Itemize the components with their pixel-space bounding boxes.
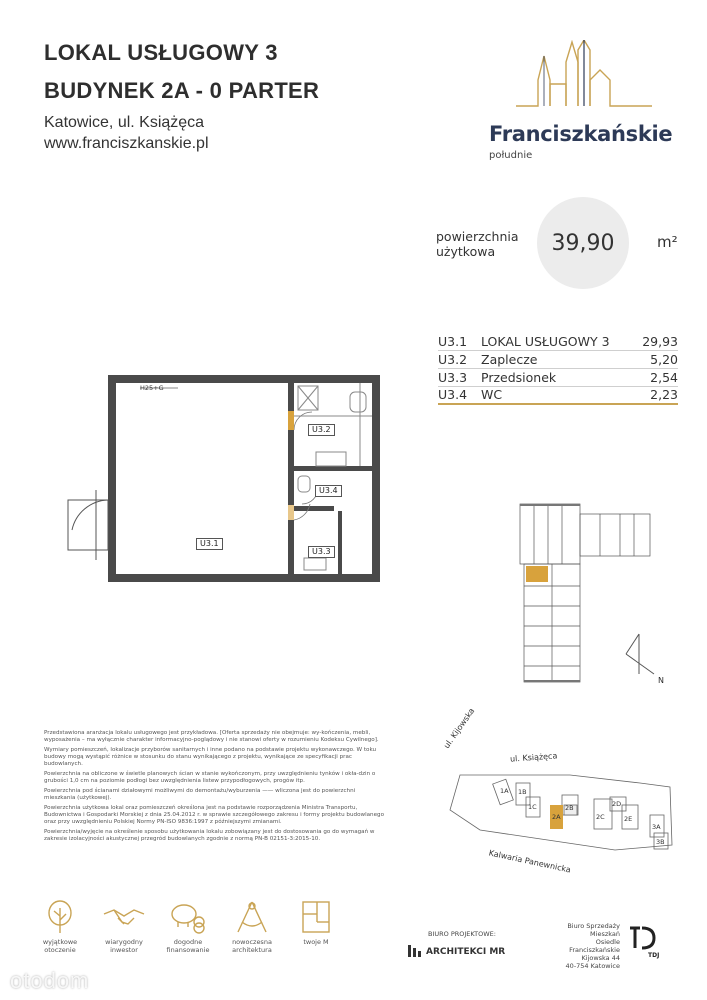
feature-label: wyjątkowe otoczenie <box>42 938 78 954</box>
designer-name: ARCHITEKCI MR <box>426 946 506 957</box>
building-label: 2B <box>565 804 574 812</box>
building-label: 1B <box>518 788 527 796</box>
room-tag-u34: U3.4 <box>315 485 342 497</box>
street-label: Kalwaria Panewnicka <box>487 848 572 875</box>
building-label: 2C <box>596 813 605 821</box>
disclaimer-notes <box>44 730 384 843</box>
compass-north-label: N <box>658 676 664 685</box>
room-name: LOKAL USŁUGOWY 3 <box>481 334 610 349</box>
room-tag-u33: U3.3 <box>308 546 335 558</box>
note-paragraph: Powierzchnia użytkowa lokal oraz pomieszczeń określona jest na podstawie rozporządzenia Ministra Transportu, Budownictwa i Gospodarki Morskiej z dnia 25.04.2012 r. w sprawie szczegółowego zakresu i formy projektu budowlanego oraz przy uwzględnieniu Polskiej Normy PN-ISO 9836:1997 z późniejszymi zmianami. <box>44 805 385 825</box>
building-label: 3A <box>652 823 661 831</box>
row-divider <box>438 350 678 351</box>
area-label-line2: użytkowa <box>436 244 496 259</box>
handshake-icon <box>94 900 154 938</box>
feature-item <box>286 900 346 946</box>
street-label: ul. Książęca <box>509 751 558 764</box>
area-label-line1: powierzchnia <box>436 229 519 244</box>
feature-item <box>158 900 218 954</box>
tdj-logo-icon <box>626 924 666 958</box>
room-area: 2,54 <box>650 370 678 385</box>
sales-line: Biuro Sprzedaży Mieszkań <box>567 922 620 938</box>
room-row <box>438 334 678 351</box>
piggy-bank-icon <box>158 900 218 938</box>
sales-line: Osiedle Franciszkańskie <box>569 938 620 954</box>
feature-item <box>30 900 90 954</box>
room-name: Przedsionek <box>481 370 557 385</box>
room-id: U3.4 <box>438 387 468 402</box>
building-key-plan <box>514 496 664 688</box>
features-row <box>30 900 350 960</box>
designer-logo <box>408 942 505 961</box>
brand-subtitle: południe <box>489 150 533 161</box>
watermark: otodom <box>10 968 90 993</box>
feature-label: nowoczesna architektura <box>232 938 272 954</box>
room-tag-u32: U3.2 <box>308 424 335 436</box>
sales-line: Kijowska 44 <box>581 954 620 962</box>
tree-icon <box>30 900 90 938</box>
note-paragraph: Przedstawiona aranżacja lokalu usługowego jest przykładowa. [Oferta sprzedaży nie obejmuje: wy-kończenia, mebli, wyposażenia – ma wyłącznie charakter informacyjno-poglądowy i nie stanowi oferty w rozumieniu Kodeksu Cywilnego]. <box>44 730 379 743</box>
room-name: Zaplecze <box>481 352 538 367</box>
building-label: 1A <box>500 787 509 795</box>
room-name: WC <box>481 387 503 402</box>
building-label: 2A <box>552 813 561 821</box>
note-paragraph: Powierzchnia/wyjęcie na określenie sposobu użytkowania lokalu zobowiązany jest do dostosowania go do wymagań w zakresie izolacyjności akustycznej przegród budowlanych zgodnie z normą PN-B 02151-3:2015-10. <box>44 829 375 842</box>
room-row <box>438 387 678 404</box>
note-paragraph: Wymiary pomieszczeń, lokalizacje przyborów sanitarnych i inne podano na podstawie projektu wykonawczego. W toku budowy mogą wystąpić różnice w stosunku do stanu wynikającego z projektu, wynikające ze specyfikacji prac budowlanych. <box>44 747 377 767</box>
feature-item <box>94 900 154 954</box>
designer-label: BIURO PROJEKTOWE: <box>428 930 496 938</box>
rooms-table <box>438 334 678 404</box>
note-paragraph: Powierzchnia pod ścianami działowymi możliwymi do demontażu/wyburzenia —— wliczona jest do powierzchni mieszkania (użytkowej). <box>44 788 356 801</box>
floorplan-icon <box>286 900 346 938</box>
building-label: 3B <box>656 838 665 846</box>
feature-label: twoje M <box>303 938 329 946</box>
compass-tool-icon <box>222 900 282 938</box>
building-label: 2E <box>624 815 633 823</box>
room-id: U3.1 <box>438 334 468 349</box>
room-id: U3.2 <box>438 352 468 367</box>
area-value: 39,90 <box>551 230 615 256</box>
tdj-logo-text: TDJ <box>648 952 660 959</box>
feature-label: dogodne finansowanie <box>166 938 210 954</box>
brand-logo-icon <box>514 40 654 120</box>
feature-label: wiarygodny inwestor <box>105 938 143 954</box>
area-unit: m² <box>657 233 678 251</box>
note-paragraph: Powierzchnia na obliczone w świetle planowych ścian w stanie wykończonym, przy uwzględnieniu tynków i okła-dzin o grubości 1,0 cm na poziomie podłogi bez uwzględnienia listew przypodłogowych, progów itp. <box>44 771 376 784</box>
height-label: H25+G <box>140 384 164 392</box>
row-divider <box>438 368 678 369</box>
room-area: 2,23 <box>650 387 678 402</box>
floor-plan <box>60 370 385 590</box>
room-id: U3.3 <box>438 370 468 385</box>
table-bottom-rule <box>438 403 678 405</box>
site-map <box>420 706 685 895</box>
title-line1: LOKAL USŁUGOWY 3 <box>44 40 278 65</box>
feature-item <box>222 900 282 954</box>
architect-mark-icon <box>408 942 422 961</box>
sales-office <box>560 922 620 970</box>
room-area: 5,20 <box>650 352 678 367</box>
room-area: 29,93 <box>642 334 678 349</box>
building-label: 1C <box>528 803 537 811</box>
sales-line: 40-754 Katowice <box>565 962 620 970</box>
room-tag-u31: U3.1 <box>196 538 223 550</box>
room-row <box>438 352 678 369</box>
area-label <box>436 229 519 259</box>
brand-name: Franciszkańskie <box>489 122 673 146</box>
website-link[interactable]: www.franciszkanskie.pl <box>44 135 209 152</box>
area-value-circle <box>537 197 629 289</box>
address: Katowice, ul. Książęca <box>44 114 205 131</box>
room-row <box>438 370 678 387</box>
title-line2: BUDYNEK 2A - 0 PARTER <box>44 78 320 103</box>
building-label: 2D <box>612 800 622 808</box>
street-label: ul. Kijowska <box>442 706 477 751</box>
